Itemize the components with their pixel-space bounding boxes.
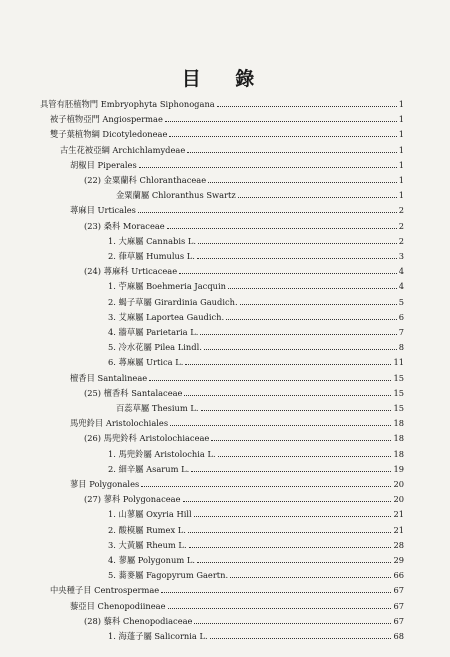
toc-entry-text: 1. 海蓬子屬 Salicornia L.: [108, 631, 208, 641]
dot-leader: [228, 279, 397, 289]
dot-leader: [191, 462, 391, 472]
toc-entry: [84, 173, 404, 188]
toc-page-number: 2: [398, 220, 404, 231]
toc-entry-text: (28) 藜科 Chenopodiaceae: [84, 615, 193, 626]
toc-entry-text: 4. 蓼屬 Polygonum L.: [108, 555, 196, 565]
toc-page-number: 7: [398, 327, 404, 337]
toc-entry-text: 雙子葉植物綱 Dicotyledoneae: [50, 129, 168, 140]
dot-leader: [197, 553, 391, 563]
dot-leader: [217, 97, 397, 107]
toc-page-number: 4: [398, 281, 404, 292]
toc-entry: [108, 249, 404, 264]
toc-page-number: 15: [393, 372, 404, 383]
toc-entry-text: 金粟蘭屬 Chloranthus Swartz: [116, 190, 236, 201]
toc-page-number: 18: [393, 433, 404, 444]
dot-leader: [240, 295, 397, 305]
dot-leader: [230, 568, 391, 578]
dot-leader: [201, 401, 392, 411]
toc-entry-text: (23) 桑科 Moraceae: [84, 220, 165, 231]
toc-entry-text: 古生花被亞綱 Archichlamydeae: [60, 144, 186, 155]
dot-leader: [211, 431, 391, 441]
toc-entry-text: 1. 苧麻屬 Boehmeria Jacquin: [108, 281, 226, 292]
toc-entry: [84, 431, 404, 446]
toc-entry: [84, 264, 404, 279]
toc-entry: [70, 203, 404, 218]
toc-page-number: 21: [393, 509, 404, 520]
toc-entry-text: 2. 酸模屬 Rumex L.: [108, 524, 186, 535]
toc-entry: [116, 188, 404, 203]
dot-leader: [210, 629, 392, 639]
dot-leader: [188, 523, 392, 533]
toc-page-number: 15: [393, 403, 404, 413]
toc-entry: [108, 553, 404, 568]
dot-leader: [194, 614, 391, 624]
toc-entry: [108, 538, 404, 553]
toc-entry-text: 胡椒目 Piperales: [70, 159, 137, 170]
toc-entry: [116, 401, 404, 416]
toc-entry: [108, 629, 404, 644]
toc-entry: [108, 295, 404, 310]
dot-leader: [184, 386, 391, 396]
toc-entry: [40, 97, 404, 112]
dot-leader: [204, 340, 397, 350]
toc-page-number: 67: [393, 615, 404, 626]
toc-entry-text: (25) 檀香科 Santalaceae: [84, 387, 183, 398]
toc-page-number: 20: [393, 494, 404, 505]
toc-entry-text: 3. 大黃屬 Rheum L.: [108, 539, 187, 550]
toc-entry: [108, 523, 404, 538]
toc-page-number: 8: [398, 342, 404, 353]
toc-entry-text: 5. 冷水花屬 Pilea Lindl.: [108, 342, 202, 353]
toc-page-number: 29: [393, 555, 404, 565]
dot-leader: [139, 158, 397, 168]
dot-leader: [238, 188, 397, 198]
dot-leader: [149, 371, 391, 381]
toc-entry-text: 1. 馬兜鈴屬 Aristolochia L.: [108, 448, 216, 459]
toc-page-number: 6: [398, 311, 404, 322]
toc-entry-text: 具管有胚植物門 Embryophyta Siphonogana: [40, 99, 215, 109]
dot-leader: [167, 219, 397, 229]
dot-leader: [165, 112, 397, 122]
toc-page-number: 20: [393, 479, 404, 489]
dot-leader: [197, 249, 397, 259]
toc-page-number: 2: [398, 235, 404, 246]
toc-entry-text: 5. 蕎麥屬 Fagopyrum Gaertn.: [108, 570, 229, 581]
toc-entry: [108, 355, 404, 370]
toc-page-number: 4: [398, 266, 404, 277]
toc-entry: [84, 492, 404, 507]
toc-page-number: 28: [393, 539, 404, 550]
toc-entry: [108, 234, 404, 249]
toc-entry-text: (27) 蓼科 Polygonaceae: [84, 494, 181, 505]
toc-page-number: 68: [393, 631, 404, 641]
toc-page-number: 1: [398, 159, 404, 170]
toc-page-number: 1: [398, 129, 404, 140]
toc-entry-text: 百蕊草屬 Thesium L.: [116, 403, 199, 413]
toc-entry: [70, 158, 404, 173]
toc-entry: [108, 279, 404, 294]
dot-leader: [161, 583, 391, 593]
toc-entry: [84, 386, 404, 401]
toc-page-number: 1: [398, 114, 404, 125]
toc-entry-text: (22) 金粟蘭科 Chloranthaceae: [84, 175, 207, 185]
toc-entry: [108, 325, 404, 340]
toc-entry: [108, 447, 404, 462]
toc-entry: [50, 583, 404, 598]
toc-entry-text: 2. 葎草屬 Humulus L.: [108, 251, 195, 261]
toc-entry-text: 2. 蝎子草屬 Girardinia Gaudich.: [108, 296, 238, 307]
dot-leader: [200, 325, 396, 335]
toc-entry: [84, 219, 404, 234]
toc-page-number: 18: [393, 448, 404, 459]
toc-entry: [108, 462, 404, 477]
toc-page-number: 1: [398, 99, 404, 109]
toc-entry-text: 被子植物亞門 Angiospermae: [50, 114, 163, 125]
page-title: 目 錄: [181, 68, 269, 90]
toc-page-number: 19: [393, 463, 404, 474]
dot-leader: [169, 127, 396, 137]
toc-entry: [108, 310, 404, 325]
dot-leader: [208, 173, 397, 183]
dot-leader: [170, 416, 391, 426]
dot-leader: [183, 492, 392, 502]
toc-page-number: 11: [393, 357, 404, 368]
toc-entry-text: 蓼目 Polygonales: [70, 479, 140, 489]
dot-leader: [185, 355, 391, 365]
dot-leader: [179, 264, 397, 274]
toc-entry-text: 中央種子目 Centrospermae: [50, 585, 160, 596]
dot-leader: [189, 538, 392, 548]
toc-entry: [84, 614, 404, 629]
toc-page-number: 3: [398, 251, 404, 261]
toc-page-number: 67: [393, 600, 404, 611]
toc-entry: [50, 127, 404, 142]
toc-entry: [60, 143, 404, 158]
toc-page-number: 15: [393, 387, 404, 398]
dot-leader: [138, 203, 397, 213]
toc-page-number: 5: [398, 296, 404, 307]
toc-page-number: 66: [393, 570, 404, 581]
toc-entry-text: 4. 牆草屬 Parietaria L.: [108, 327, 199, 337]
toc-entry-text: (26) 馬兜鈴科 Aristolochiaceae: [84, 433, 210, 444]
toc-page-number: 1: [398, 190, 404, 201]
toc-entry: [108, 568, 404, 583]
toc-entry-text: 蕁麻目 Urticales: [70, 205, 136, 216]
toc-entry-text: (24) 蕁麻科 Urticaceae: [84, 266, 178, 277]
toc-entry-text: 檀香目 Santalineae: [70, 372, 148, 383]
toc-entry-text: 1. 山蓼屬 Oxyria Hill: [108, 509, 192, 520]
toc-entry-text: 6. 蕁麻屬 Urtica L.: [108, 357, 184, 368]
toc-page-number: 1: [398, 175, 404, 185]
toc-entry: [70, 477, 404, 492]
toc-entry: [70, 371, 404, 386]
toc-entry: [70, 599, 404, 614]
toc-entry-text: 1. 大麻屬 Cannabis L.: [108, 235, 197, 246]
dot-leader: [141, 477, 391, 487]
toc-entry-text: 3. 艾麻屬 Laportea Gaudich.: [108, 311, 225, 322]
dot-leader: [198, 234, 397, 244]
toc-entry: [70, 416, 404, 431]
dot-leader: [187, 143, 396, 153]
toc-entry-text: 藜亞目 Chenopodiineae: [70, 600, 166, 611]
toc-page-number: 21: [393, 524, 404, 535]
dot-leader: [194, 507, 392, 517]
toc-page-number: 67: [393, 585, 404, 596]
toc-entry-text: 馬兜鈴目 Aristolochiales: [70, 418, 169, 429]
dot-leader: [226, 310, 397, 320]
toc-entry: [108, 507, 404, 522]
toc-entry: [50, 112, 404, 127]
toc-entry: [108, 340, 404, 355]
dot-leader: [218, 447, 392, 457]
toc-entry-text: 2. 細辛屬 Asarum L.: [108, 463, 190, 474]
dot-leader: [168, 599, 392, 609]
toc-page-number: 2: [398, 205, 404, 216]
toc-page-number: 1: [398, 144, 404, 155]
toc-page-number: 18: [393, 418, 404, 429]
